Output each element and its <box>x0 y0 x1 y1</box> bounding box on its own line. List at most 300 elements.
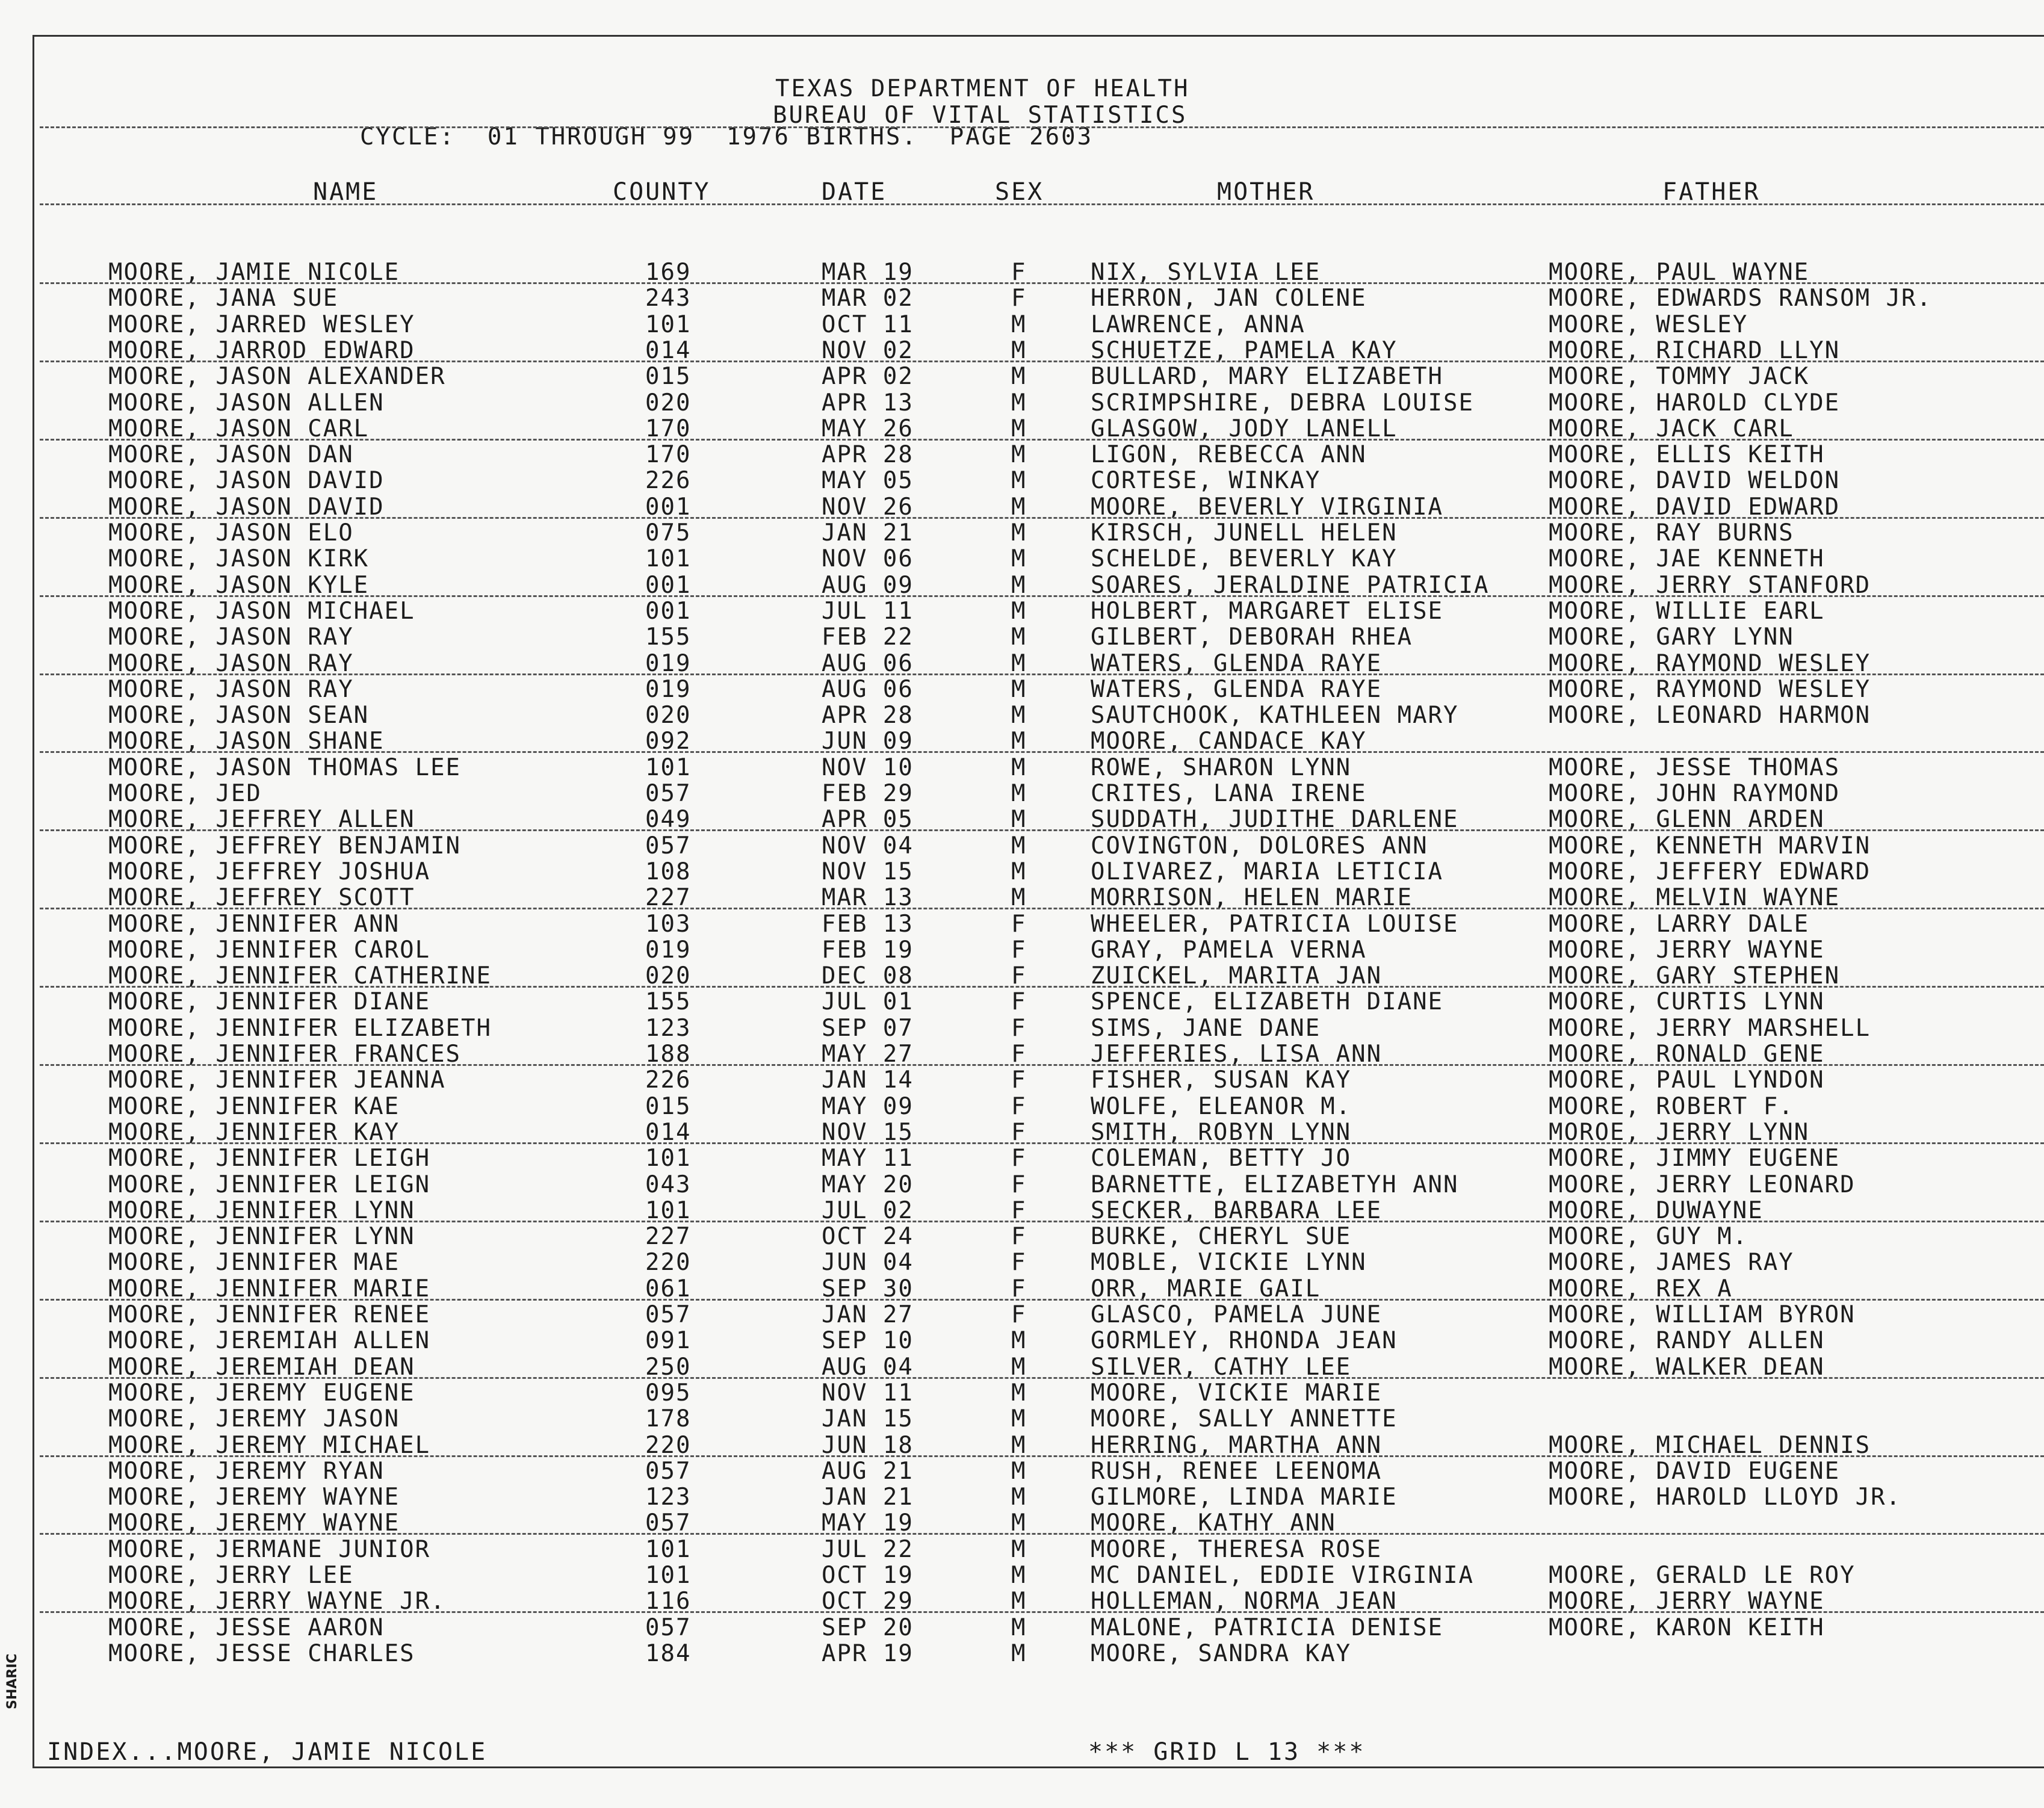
cell-mother: SCHELDE, BEVERLY KAY <box>1091 545 1398 572</box>
cell-father: MOROE, JERRY LYNN <box>1549 1119 1810 1146</box>
cell-county: 169 <box>645 259 692 286</box>
cell-mother: NIX, SYLVIA LEE <box>1091 259 1321 286</box>
header-rule-top <box>40 126 2044 128</box>
table-row <box>0 1458 2044 1484</box>
cell-mother: SILVER, CATHY LEE <box>1091 1354 1352 1381</box>
cell-name: MOORE, JANA SUE <box>108 285 339 312</box>
cell-mother: SOARES, JERALDINE PATRICIA <box>1091 572 1490 599</box>
cell-name: MOORE, JERRY WAYNE JR. <box>108 1588 446 1615</box>
table-row <box>0 572 2044 598</box>
row-separator <box>40 1533 2044 1535</box>
row-separator <box>40 282 2044 284</box>
cell-sex: F <box>1011 988 1027 1015</box>
cell-sex: M <box>1011 1484 1027 1511</box>
column-header-date: DATE <box>822 178 887 206</box>
cell-sex: M <box>1011 1640 1027 1667</box>
cell-name: MOORE, JAMIE NICOLE <box>108 259 400 286</box>
cell-mother: WOLFE, ELEANOR M. <box>1091 1093 1352 1120</box>
cell-mother: HOLLEMAN, NORMA JEAN <box>1091 1588 1398 1615</box>
cell-county: 057 <box>645 1614 692 1641</box>
table-row <box>0 1198 2044 1224</box>
table-row <box>0 833 2044 859</box>
cell-name: MOORE, JASON RAY <box>108 676 354 703</box>
cell-name: MOORE, JENNIFER DIANE <box>108 988 431 1015</box>
cell-date: SEP 30 <box>822 1275 914 1302</box>
cell-mother: ORR, MARIE GAIL <box>1091 1275 1321 1302</box>
cell-county: 101 <box>645 1562 692 1589</box>
cell-sex: F <box>1011 1119 1027 1146</box>
cell-mother: OLIVAREZ, MARIA LETICIA <box>1091 858 1444 885</box>
table-row <box>0 885 2044 911</box>
cell-name: MOORE, JENNIFER CATHERINE <box>108 962 492 989</box>
cell-father: MOORE, DAVID WELDON <box>1549 467 1841 494</box>
cell-sex: M <box>1011 1458 1027 1485</box>
cell-mother: MOORE, KATHY ANN <box>1091 1509 1336 1537</box>
cell-date: OCT 29 <box>822 1588 914 1615</box>
cell-county: 250 <box>645 1354 692 1381</box>
cell-county: 014 <box>645 1119 692 1146</box>
cell-name: MOORE, JASON SEAN <box>108 702 370 729</box>
column-header-name: NAME <box>313 178 379 206</box>
cell-sex: F <box>1011 962 1027 989</box>
cell-name: MOORE, JEFFREY BENJAMIN <box>108 832 462 859</box>
row-separator <box>40 517 2044 519</box>
cell-father: MOORE, JERRY MARSHELL <box>1549 1015 1871 1042</box>
cell-mother: SPENCE, ELIZABETH DIANE <box>1091 988 1444 1015</box>
cell-father: MOORE, RAY BURNS <box>1549 519 1794 546</box>
row-separator <box>40 1611 2044 1613</box>
cell-county: 019 <box>645 650 692 677</box>
cell-sex: F <box>1011 1223 1027 1250</box>
cell-father: MOORE, JERRY WAYNE <box>1549 1588 1825 1615</box>
cell-sex: M <box>1011 389 1027 416</box>
cell-date: NOV 02 <box>822 337 914 364</box>
cell-sex: M <box>1011 832 1027 859</box>
cell-county: 057 <box>645 1301 692 1328</box>
cell-sex: M <box>1011 1354 1027 1381</box>
cell-date: MAY 26 <box>822 415 914 442</box>
cell-county: 184 <box>645 1640 692 1667</box>
cell-mother: SCRIMPSHIRE, DEBRA LOUISE <box>1091 389 1474 416</box>
cell-sex: M <box>1011 1327 1027 1354</box>
table-row <box>0 1537 2044 1562</box>
cell-date: NOV 15 <box>822 1119 914 1146</box>
cell-sex: M <box>1011 572 1027 599</box>
cell-date: JAN 21 <box>822 1484 914 1511</box>
cell-date: JAN 15 <box>822 1405 914 1432</box>
cell-date: JUL 22 <box>822 1536 914 1563</box>
cell-name: MOORE, JENNIFER KAY <box>108 1119 400 1146</box>
cell-mother: GRAY, PAMELA VERNA <box>1091 937 1367 964</box>
cell-county: 057 <box>645 1458 692 1485</box>
cell-father: MOORE, EDWARDS RANSOM JR. <box>1549 285 1932 312</box>
cell-date: JUN 18 <box>822 1432 914 1459</box>
cell-county: 101 <box>645 754 692 781</box>
cell-father: MOORE, MICHAEL DENNIS <box>1549 1432 1871 1459</box>
cell-mother: MORRISON, HELEN MARIE <box>1091 884 1413 911</box>
cell-mother: HERRON, JAN COLENE <box>1091 285 1367 312</box>
cell-mother: MOORE, SANDRA KAY <box>1091 1640 1352 1667</box>
cell-county: 188 <box>645 1041 692 1068</box>
cell-father: MOORE, TOMMY JACK <box>1549 363 1810 390</box>
cell-sex: M <box>1011 1562 1027 1589</box>
cell-name: MOORE, JENNIFER LYNN <box>108 1223 415 1250</box>
table-row <box>0 1067 2044 1093</box>
row-separator <box>40 1221 2044 1222</box>
cell-sex: M <box>1011 780 1027 807</box>
row-separator <box>40 595 2044 597</box>
table-row <box>0 1302 2044 1328</box>
cell-date: APR 19 <box>822 1640 914 1667</box>
cell-county: 155 <box>645 624 692 651</box>
table-row <box>0 468 2044 494</box>
cell-mother: KIRSCH, JUNELL HELEN <box>1091 519 1398 546</box>
table-row <box>0 598 2044 624</box>
cell-county: 019 <box>645 937 692 964</box>
cell-date: JAN 14 <box>822 1067 914 1094</box>
cell-mother: GLASGOW, JODY LANELL <box>1091 415 1398 442</box>
cell-date: MAY 20 <box>822 1171 914 1198</box>
cell-father: MOORE, JACK CARL <box>1549 415 1794 442</box>
cell-county: 057 <box>645 1509 692 1537</box>
row-separator <box>40 1299 2044 1301</box>
cell-name: MOORE, JENNIFER LEIGN <box>108 1171 431 1198</box>
cell-county: 049 <box>645 806 692 833</box>
cell-name: MOORE, JENNIFER LEIGH <box>108 1145 431 1172</box>
cell-name: MOORE, JASON ALEXANDER <box>108 363 446 390</box>
cell-date: NOV 15 <box>822 858 914 885</box>
cell-mother: GILBERT, DEBORAH RHEA <box>1091 624 1413 651</box>
cell-name: MOORE, JENNIFER CAROL <box>108 937 431 964</box>
cell-name: MOORE, JASON RAY <box>108 650 354 677</box>
cell-county: 103 <box>645 911 692 938</box>
cell-name: MOORE, JENNIFER JEANNA <box>108 1067 446 1094</box>
cell-name: MOORE, JASON KYLE <box>108 572 370 599</box>
cell-name: MOORE, JARRED WESLEY <box>108 311 415 338</box>
cell-name: MOORE, JASON KIRK <box>108 545 370 572</box>
cell-father: MOORE, GERALD LE ROY <box>1549 1562 1856 1589</box>
table-row <box>0 494 2044 520</box>
table-row <box>0 1145 2044 1171</box>
header-bureau: BUREAU OF VITAL STATISTICS <box>773 102 1188 129</box>
cell-sex: F <box>1011 1041 1027 1068</box>
column-header-mother: MOTHER <box>1217 178 1315 206</box>
cell-sex: M <box>1011 311 1027 338</box>
cell-county: 092 <box>645 728 692 755</box>
table-row <box>0 624 2044 650</box>
table-row <box>0 364 2044 389</box>
cell-father: MOORE, WALKER DEAN <box>1549 1354 1825 1381</box>
cell-name: MOORE, JENNIFER FRANCES <box>108 1041 462 1068</box>
cell-date: MAR 02 <box>822 285 914 312</box>
table-row <box>0 259 2044 285</box>
cell-date: NOV 06 <box>822 545 914 572</box>
cell-date: JUL 11 <box>822 598 914 625</box>
cell-mother: FISHER, SUSAN KAY <box>1091 1067 1352 1094</box>
cell-mother: GLASCO, PAMELA JUNE <box>1091 1301 1383 1328</box>
cell-father: MOORE, JERRY STANFORD <box>1549 572 1871 599</box>
column-header-father: FATHER <box>1662 178 1761 206</box>
cell-mother: RUSH, RENEE LEENOMA <box>1091 1458 1383 1485</box>
cell-date: MAY 05 <box>822 467 914 494</box>
cell-county: 057 <box>645 780 692 807</box>
cell-father: MOORE, MELVIN WAYNE <box>1549 884 1841 911</box>
cell-county: 101 <box>645 1197 692 1224</box>
table-row <box>0 312 2044 338</box>
cell-mother: COLEMAN, BETTY JO <box>1091 1145 1352 1172</box>
cell-date: JUL 02 <box>822 1197 914 1224</box>
cell-county: 227 <box>645 884 692 911</box>
cell-name: MOORE, JEREMY RYAN <box>108 1458 385 1485</box>
cell-father: MOORE, JIMMY EUGENE <box>1549 1145 1841 1172</box>
cell-date: AUG 21 <box>822 1458 914 1485</box>
cell-father: MOORE, JERRY LEONARD <box>1549 1171 1856 1198</box>
cell-father: MOORE, HAROLD CLYDE <box>1549 389 1841 416</box>
cell-sex: F <box>1011 285 1027 312</box>
cell-sex: M <box>1011 415 1027 442</box>
cell-county: 226 <box>645 1067 692 1094</box>
cell-county: 043 <box>645 1171 692 1198</box>
cell-sex: M <box>1011 441 1027 468</box>
header-department: TEXAS DEPARTMENT OF HEALTH <box>775 75 1190 102</box>
cell-county: 170 <box>645 415 692 442</box>
cell-name: MOORE, JENNIFER MARIE <box>108 1275 431 1302</box>
table-row <box>0 1119 2044 1145</box>
cell-name: MOORE, JASON DAN <box>108 441 354 468</box>
cell-mother: WATERS, GLENDA RAYE <box>1091 676 1383 703</box>
header-cycle: CYCLE: 01 THROUGH 99 1976 BIRTHS. PAGE 2603 <box>360 123 1094 150</box>
cell-mother: GILMORE, LINDA MARIE <box>1091 1484 1398 1511</box>
cell-date: JUN 04 <box>822 1249 914 1276</box>
cell-date: MAR 19 <box>822 259 914 286</box>
cell-county: 101 <box>645 311 692 338</box>
cell-county: 123 <box>645 1484 692 1511</box>
cell-date: NOV 04 <box>822 832 914 859</box>
cell-name: MOORE, JENNIFER KAE <box>108 1093 400 1120</box>
cell-date: MAY 11 <box>822 1145 914 1172</box>
table-row <box>0 781 2044 806</box>
cell-sex: F <box>1011 1093 1027 1120</box>
cell-name: MOORE, JASON ELO <box>108 519 354 546</box>
cell-date: MAY 09 <box>822 1093 914 1120</box>
cell-sex: M <box>1011 884 1027 911</box>
cell-sex: M <box>1011 754 1027 781</box>
cell-county: 220 <box>645 1432 692 1459</box>
row-separator <box>40 908 2044 909</box>
cell-date: FEB 13 <box>822 911 914 938</box>
table-row <box>0 1432 2044 1458</box>
cell-mother: WHEELER, PATRICIA LOUISE <box>1091 911 1459 938</box>
cell-county: 116 <box>645 1588 692 1615</box>
cell-sex: F <box>1011 937 1027 964</box>
cell-mother: CORTESE, WINKAY <box>1091 467 1321 494</box>
table-row <box>0 1328 2044 1354</box>
cell-mother: MOORE, CANDACE KAY <box>1091 728 1367 755</box>
cell-sex: M <box>1011 519 1027 546</box>
cell-name: MOORE, JEREMIAH DEAN <box>108 1354 415 1381</box>
cell-county: 101 <box>645 1145 692 1172</box>
cell-father: MOORE, REX A <box>1549 1275 1733 1302</box>
row-separator <box>40 751 2044 753</box>
cell-mother: SUDDATH, JUDITHE DARLENE <box>1091 806 1459 833</box>
cell-name: MOORE, JENNIFER ELIZABETH <box>108 1015 492 1042</box>
cell-father: MOORE, GUY M. <box>1549 1223 1748 1250</box>
cell-county: 226 <box>645 467 692 494</box>
cell-date: APR 28 <box>822 702 914 729</box>
cell-father: MOORE, PAUL LYNDON <box>1549 1067 1825 1094</box>
cell-date: APR 13 <box>822 389 914 416</box>
cell-name: MOORE, JEFFREY JOSHUA <box>108 858 431 885</box>
table-row <box>0 442 2044 468</box>
cell-date: OCT 11 <box>822 311 914 338</box>
table-row <box>0 1094 2044 1119</box>
table-row <box>0 755 2044 781</box>
cell-sex: F <box>1011 911 1027 938</box>
cell-name: MOORE, JEREMY WAYNE <box>108 1484 400 1511</box>
cell-county: 155 <box>645 988 692 1015</box>
cell-date: APR 05 <box>822 806 914 833</box>
cell-mother: BARNETTE, ELIZABETYH ANN <box>1091 1171 1459 1198</box>
row-separator <box>40 1142 2044 1144</box>
cell-date: APR 02 <box>822 363 914 390</box>
cell-father: MOORE, DUWAYNE <box>1549 1197 1764 1224</box>
table-row <box>0 1276 2044 1302</box>
cell-date: AUG 04 <box>822 1354 914 1381</box>
cell-county: 061 <box>645 1275 692 1302</box>
cell-mother: CRITES, LANA IRENE <box>1091 780 1367 807</box>
table-row <box>0 1354 2044 1380</box>
cell-date: SEP 20 <box>822 1614 914 1641</box>
cell-father: MOORE, ROBERT F. <box>1549 1093 1794 1120</box>
cell-county: 101 <box>645 1536 692 1563</box>
table-row <box>0 1510 2044 1536</box>
cell-sex: F <box>1011 1015 1027 1042</box>
cell-father: MOORE, JAE KENNETH <box>1549 545 1825 572</box>
cell-county: 227 <box>645 1223 692 1250</box>
cell-sex: M <box>1011 363 1027 390</box>
cell-name: MOORE, JEREMY EUGENE <box>108 1379 415 1407</box>
cell-county: 001 <box>645 572 692 599</box>
cell-county: 001 <box>645 494 692 521</box>
header-rule-bottom <box>40 203 2044 205</box>
cell-date: FEB 29 <box>822 780 914 807</box>
cell-sex: M <box>1011 650 1027 677</box>
cell-mother: COVINGTON, DOLORES ANN <box>1091 832 1428 859</box>
table-row <box>0 1380 2044 1406</box>
cell-mother: ROWE, SHARON LYNN <box>1091 754 1352 781</box>
cell-father: MOORE, LARRY DALE <box>1549 911 1810 938</box>
column-header-sex: SEX <box>995 178 1044 206</box>
table-row <box>0 390 2044 416</box>
cell-county: 015 <box>645 1093 692 1120</box>
row-separator <box>40 829 2044 831</box>
table-row <box>0 911 2044 937</box>
cell-county: 075 <box>645 519 692 546</box>
table-row <box>0 1249 2044 1275</box>
cell-sex: M <box>1011 702 1027 729</box>
cell-date: AUG 06 <box>822 676 914 703</box>
cell-date: JAN 21 <box>822 519 914 546</box>
cell-county: 019 <box>645 676 692 703</box>
cell-father: MOORE, GLENN ARDEN <box>1549 806 1825 833</box>
cell-mother: SMITH, ROBYN LYNN <box>1091 1119 1352 1146</box>
table-row <box>0 338 2044 364</box>
table-row <box>0 728 2044 754</box>
cell-date: JAN 27 <box>822 1301 914 1328</box>
cell-sex: F <box>1011 1275 1027 1302</box>
cell-sex: M <box>1011 676 1027 703</box>
cell-county: 020 <box>645 389 692 416</box>
cell-sex: F <box>1011 1145 1027 1172</box>
table-row <box>0 1015 2044 1041</box>
cell-date: NOV 11 <box>822 1379 914 1407</box>
cell-sex: M <box>1011 494 1027 521</box>
cell-county: 220 <box>645 1249 692 1276</box>
cell-father: MOORE, RONALD GENE <box>1549 1041 1825 1068</box>
cell-mother: BURKE, CHERYL SUE <box>1091 1223 1352 1250</box>
cell-mother: HERRING, MARTHA ANN <box>1091 1432 1383 1459</box>
cell-name: MOORE, JEREMIAH ALLEN <box>108 1327 431 1354</box>
cell-mother: SIMS, JANE DANE <box>1091 1015 1321 1042</box>
side-mark: SHARIC <box>5 1653 20 1709</box>
cell-county: 178 <box>645 1405 692 1432</box>
table-row <box>0 1562 2044 1588</box>
row-separator <box>40 1377 2044 1379</box>
cell-mother: GORMLEY, RHONDA JEAN <box>1091 1327 1398 1354</box>
cell-father: MOORE, WESLEY <box>1549 311 1748 338</box>
table-row <box>0 651 2044 676</box>
table-row <box>0 416 2044 442</box>
cell-sex: M <box>1011 1405 1027 1432</box>
footer-index: INDEX...MOORE, JAMIE NICOLE <box>47 1738 488 1766</box>
cell-mother: MOORE, SALLY ANNETTE <box>1091 1405 1398 1432</box>
table-row <box>0 806 2044 832</box>
cell-sex: F <box>1011 1301 1027 1328</box>
table-row <box>0 1615 2044 1641</box>
cell-date: FEB 19 <box>822 937 914 964</box>
cell-county: 001 <box>645 598 692 625</box>
row-separator <box>40 1455 2044 1457</box>
cell-date: FEB 22 <box>822 624 914 651</box>
cell-father: MOORE, WILLIE EARL <box>1549 598 1825 625</box>
cell-name: MOORE, JASON THOMAS LEE <box>108 754 462 781</box>
cell-father: MOORE, GARY LYNN <box>1549 624 1794 651</box>
cell-sex: M <box>1011 1432 1027 1459</box>
row-separator <box>40 673 2044 675</box>
row-separator <box>40 986 2044 988</box>
cell-sex: F <box>1011 1197 1027 1224</box>
table-row <box>0 989 2044 1015</box>
cell-name: MOORE, JENNIFER ANN <box>108 911 400 938</box>
cell-date: APR 28 <box>822 441 914 468</box>
cell-father: MOORE, WILLIAM BYRON <box>1549 1301 1856 1328</box>
cell-father: MOORE, JAMES RAY <box>1549 1249 1794 1276</box>
cell-sex: M <box>1011 806 1027 833</box>
cell-name: MOORE, JASON ALLEN <box>108 389 385 416</box>
cell-mother: ZUICKEL, MARITA JAN <box>1091 962 1383 989</box>
cell-date: OCT 24 <box>822 1223 914 1250</box>
cell-father: MOORE, KARON KEITH <box>1549 1614 1825 1641</box>
cell-name: MOORE, JARROD EDWARD <box>108 337 415 364</box>
cell-county: 020 <box>645 702 692 729</box>
cell-sex: M <box>1011 1588 1027 1615</box>
cell-name: MOORE, JEFFREY ALLEN <box>108 806 415 833</box>
cell-county: 014 <box>645 337 692 364</box>
cell-father: MOORE, JEFFERY EDWARD <box>1549 858 1871 885</box>
cell-sex: M <box>1011 467 1027 494</box>
cell-mother: MOORE, THERESA ROSE <box>1091 1536 1383 1563</box>
cell-sex: M <box>1011 728 1027 755</box>
